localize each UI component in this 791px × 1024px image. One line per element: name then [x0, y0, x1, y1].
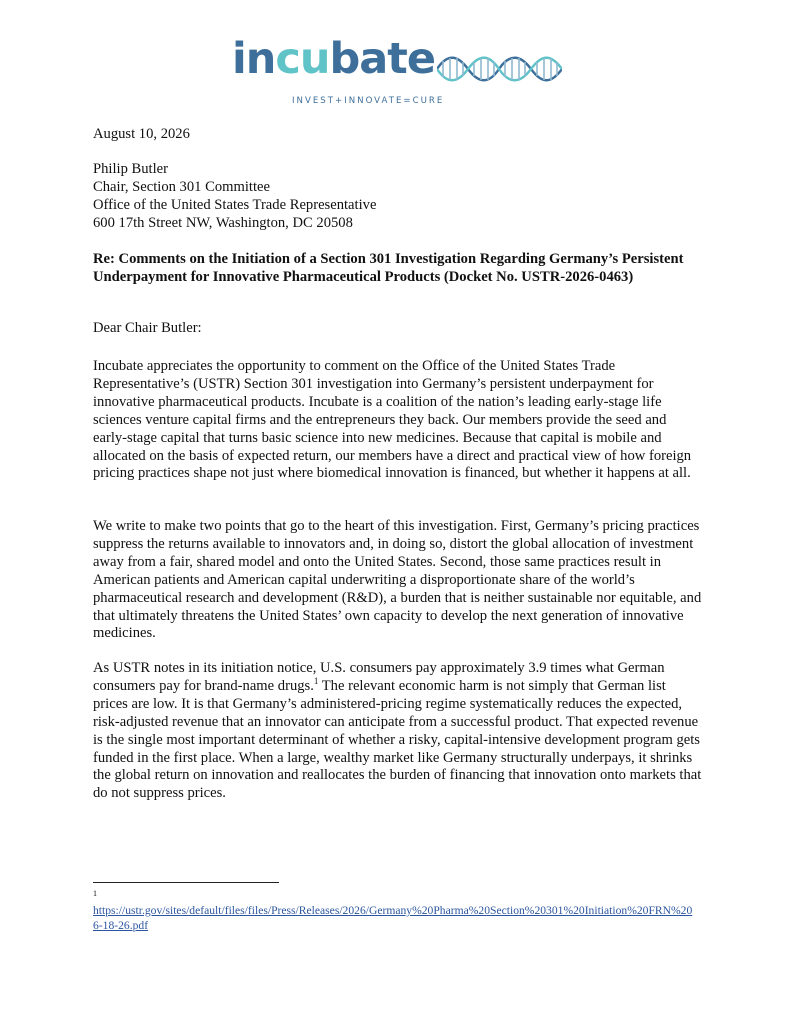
recipient-address: 600 17th Street NW, Washington, DC 20508: [93, 214, 353, 231]
recipient-name: Philip Butler: [93, 161, 168, 177]
footnote-reference[interactable]: 1: [313, 676, 319, 687]
body-paragraph-2: We write to make two points that go to the heart of this investigation. First, Germany’s pricing practices suppress the returns available to innovators and, in doing so, distort the global allocation of investment away from a fair, shared model and onto the United States. Second, those same practices result in American patients and American capital underwriting a disproportionate share of the world’s pharmaceutical research and development (R&D), a burden that is neither sustainable nor equitable, and that ultimately threatens the United States’ own capacity to develop the next generation of innovative medicines.: [93, 518, 702, 642]
logo-word-prefix: in: [232, 34, 276, 84]
footnote-divider: [93, 882, 279, 883]
logo-word-suffix: bate: [329, 34, 435, 84]
recipient-title: Chair, Section 301 Committee: [93, 178, 270, 195]
recipient-office: Office of the United States Trade Representative: [93, 196, 377, 213]
body-paragraph-3: [93, 660, 703, 803]
logo-tagline: INVEST+INNOVATE=CURE: [292, 96, 445, 106]
dna-helix-icon: [437, 52, 562, 86]
body-paragraph-1: Incubate appreciates the opportunity to comment on the Office of the United States Trade Representative’s (USTR) Section 301 investigation into Germany’s persistent underpayment for innovative pharmaceutical products. Incubate is a coalition of the nation’s leading early-stage life sciences venture capital firms and the entrepreneurs they back. Our members provide the seed and early-stage capital that turns basic science into new medicines. Because that capital is mobile and allocated on the basis of expected return, our members have a direct and practical view of how foreign pricing practices shape not just where biomedical innovation is financed, but whether it happens at all.: [93, 358, 692, 482]
logo-word-accent: cu: [275, 34, 330, 84]
paragraph-3-text-b: The relevant economic harm is not simply that German list prices are low. It is that Germany’s administered-pricing regime systematically reduces the expected, risk-adjusted revenue that an innovator can anticipate from a successful product. That expected revenue is the single most important determinant of whether a risky, capital-intensive development program gets funded in the first place. When a large, wealthy market like Germany structurally underpays, it shrinks the global return on innovation and reallocates the burden of financing that innovation onto markets that do not suppress prices.: [93, 677, 702, 802]
letter-date: August 10, 2026: [93, 126, 190, 142]
footnote-number: 1: [93, 889, 97, 898]
paragraph-3-text-a: As USTR notes in its initiation notice, U.S. consumers pay approximately 3.9 times what German consumers pay for brand-name drugs.: [93, 660, 665, 694]
subject-line: Re: Comments on the Initiation of a Section 301 Investigation Regarding Germany’s Persistent Underpayment for Innovative Pharmaceutical Products (Docket No. USTR-2026-0463): [93, 251, 684, 285]
recipient-block: [93, 161, 703, 233]
logo-wordmark: [232, 34, 435, 84]
footnote-link[interactable]: https://ustr.gov/sites/default/files/files/Press/Releases/2026/Germany%20Pharma%20Section%20301%20Initiation%20FRN%206-18-26.pdf: [93, 904, 693, 932]
salutation: Dear Chair Butler:: [93, 320, 202, 336]
incubate-logo: [232, 34, 562, 112]
